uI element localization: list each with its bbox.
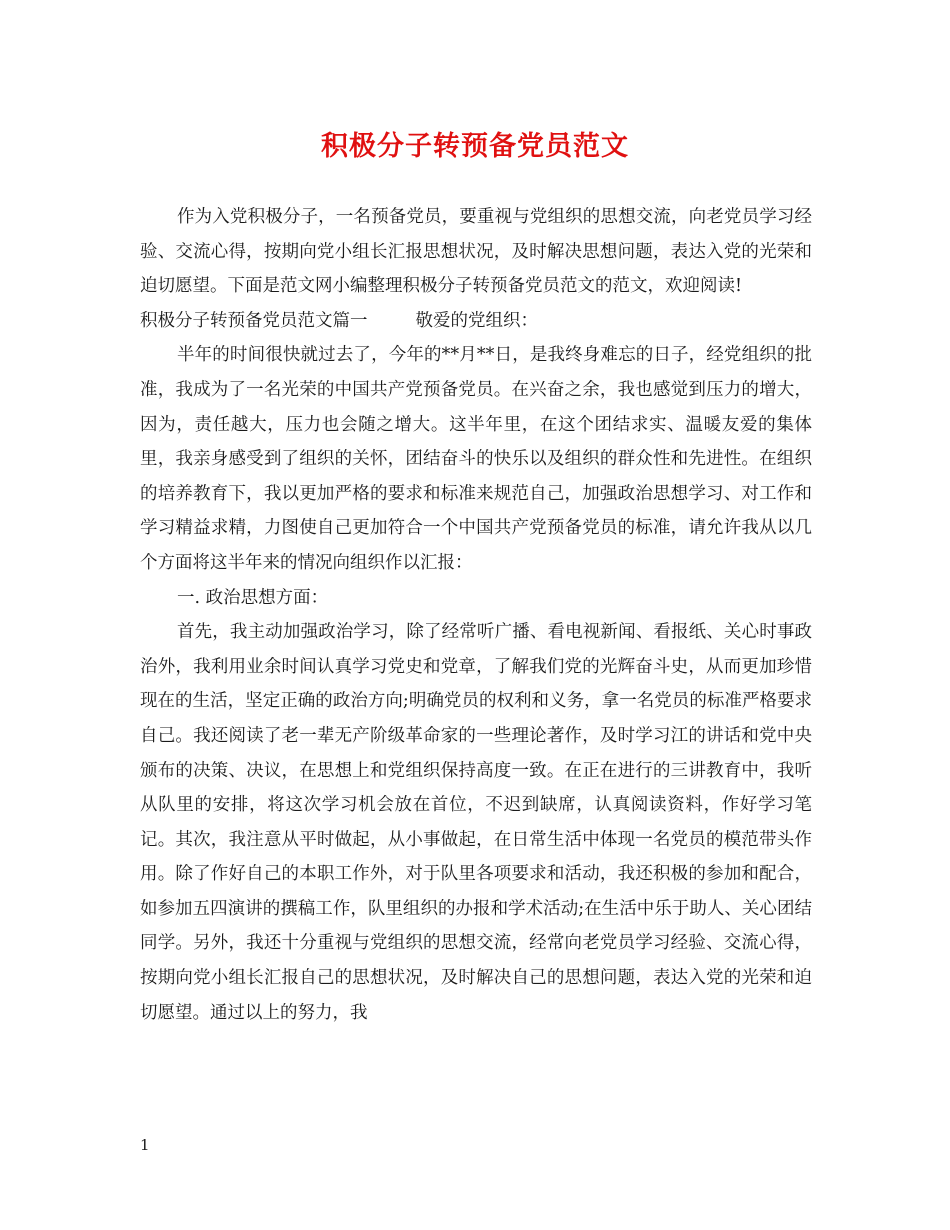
section-title: 积极分子转预备党员范文篇一 xyxy=(140,310,368,331)
section-heading xyxy=(140,304,812,339)
body-paragraph-1: 半年的时间很快就过去了，今年的**月**日，是我终身难忘的日子，经党组织的批准，我成为了一名光荣的中国共产党预备党员。在兴奋之余，我也感觉到压力的增大，因为，责任越大，压力也会随之增大。这半年里，在这个团结求实、温暖友爱的集体里，我亲身感受到了组织的关怀，团结奋斗的快乐以及组织的群众性和先进性。在组织的培养教育下，我以更加严格的要求和标准来规范自己，加强政治思想学习、对工作和学习精益求精，力图使自己更加符合一个中国共产党预备党员的标准，请允许我从以几个方面将这半年来的情况向组织作以汇报： xyxy=(140,345,812,573)
body-paragraph-2: 首先，我主动加强政治学习，除了经常听广播、看电视新闻、看报纸、关心时事政治外，我利用业余时间认真学习党史和党章，了解我们党的光辉奋斗史，从而更加珍惜现在的生活，坚定正确的政治方向;明确党员的权利和义务，拿一名党员的标准严格要求自己。我还阅读了老一辈无产阶级革命家的一些理论著作，及时学习江的讲话和党中央颁布的决策、决议，在思想上和党组织保持高度一致。在正在进行的三讲教育中，我听从队里的安排，将这次学习机会放在首位，不迟到缺席，认真阅读资料，作好学习笔记。其次，我注意从平时做起，从小事做起，在日常生活中体现一名党员的模范带头作用。除了作好自己的本职工作外，对于队里各项要求和活动，我还积极的参加和配合，如参加五四演讲的撰稿工作，队里组织的办报和学术活动;在生活中乐于助人、关心团结同学。另外，我还十分重视与党组织的思想交流，经常向老党员学习经验、交流心得，按期向党小组长汇报自己的思想状况，及时解决自己的思想问题，表达入党的光荣和迫切愿望。通过以上的努力，我 xyxy=(140,622,812,1023)
document-title: 积极分子转预备党员范文 xyxy=(321,131,629,162)
subheading-political: 一. 政治思想方面： xyxy=(177,587,329,608)
intro-paragraph: 作为入党积极分子，一名预备党员，要重视与党组织的思想交流，向老党员学习经验、交流心得，按期向党小组长汇报思想状况，及时解决思想问题，表达入党的光荣和迫切愿望。下面是范文网小编整理积极分子转预备党员范文的范文，欢迎阅读! xyxy=(140,207,812,297)
page-number: 1 xyxy=(140,1136,150,1154)
document-body xyxy=(140,200,812,1030)
salutation: 敬爱的党组织： xyxy=(415,310,538,331)
